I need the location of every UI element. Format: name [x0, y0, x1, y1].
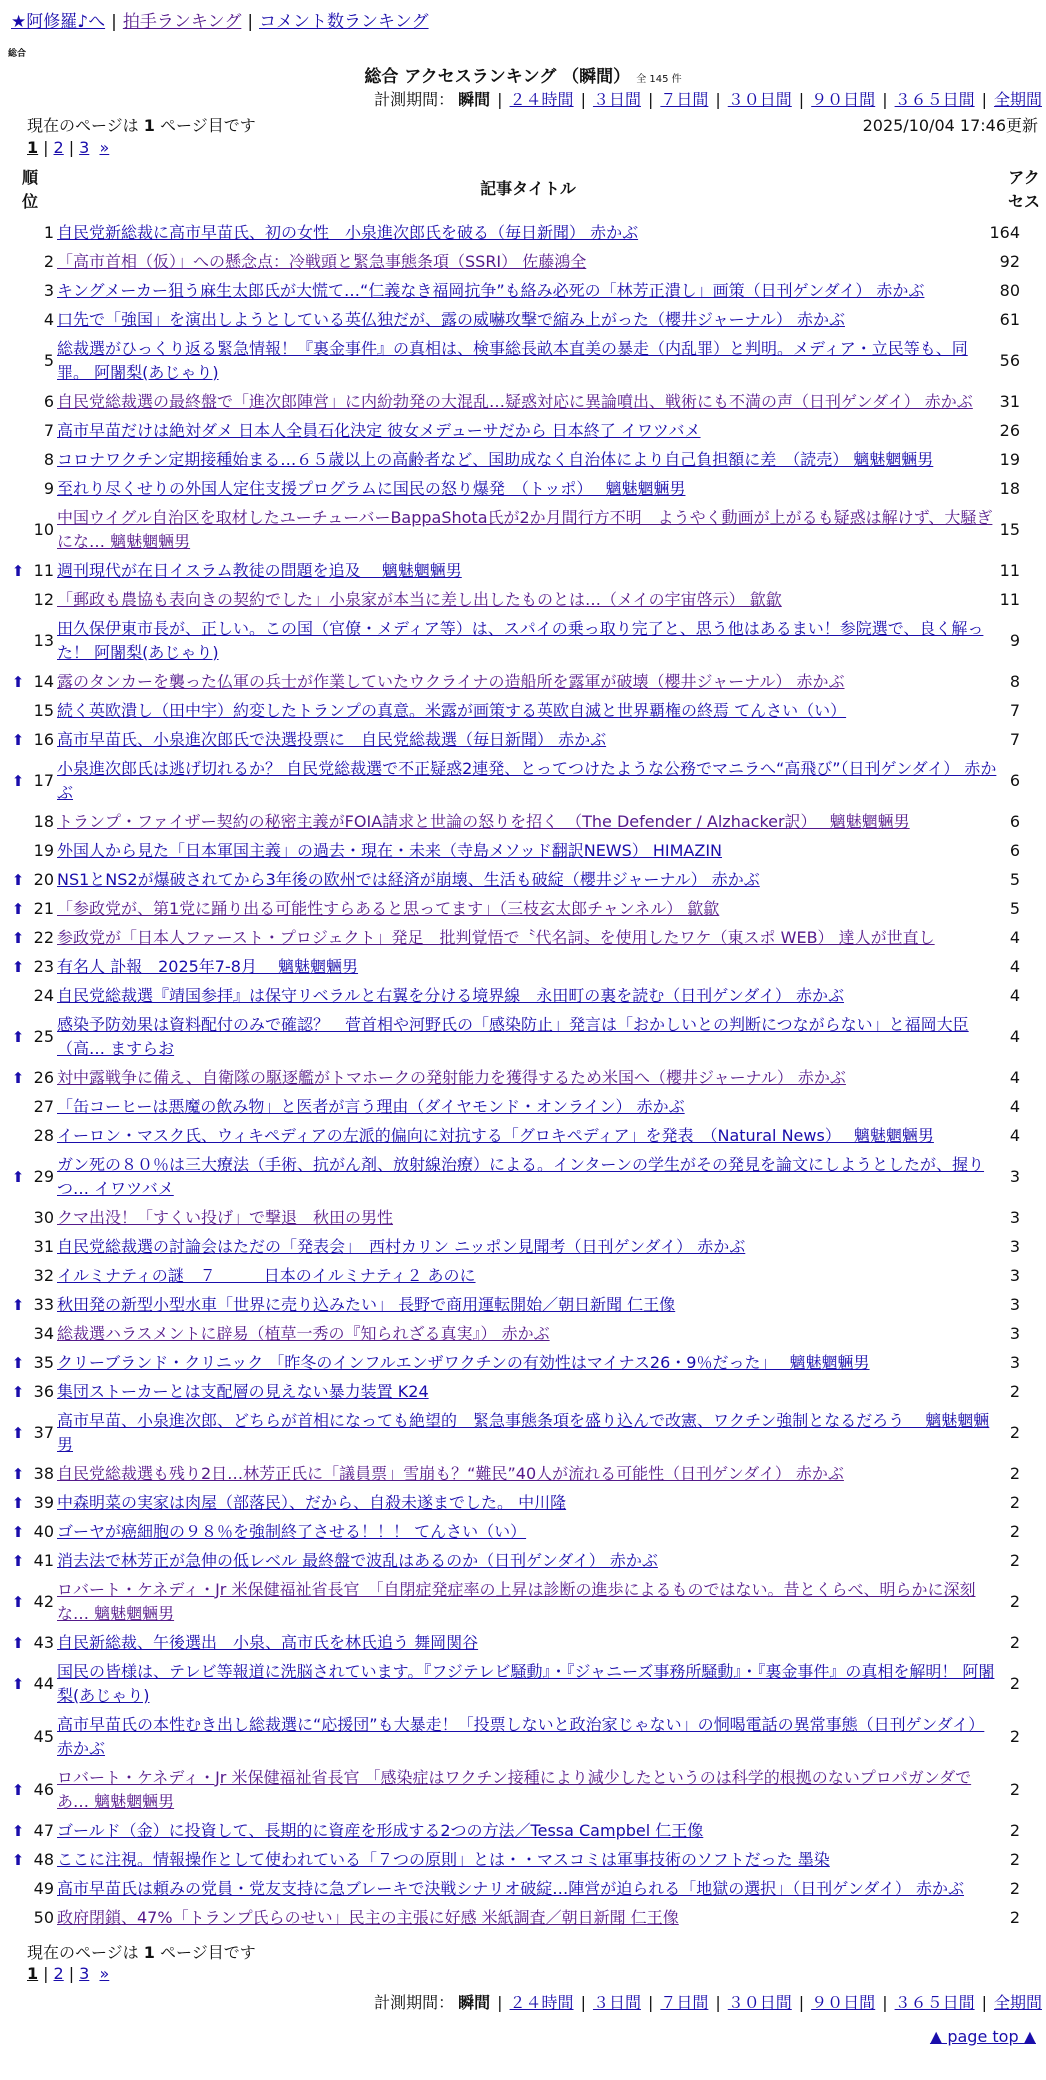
table-row — [0, 667, 1046, 696]
rank-number: 14 — [33, 672, 54, 691]
rank-number: 48 — [33, 1850, 54, 1869]
access-count: 4 — [1009, 1027, 1020, 1046]
access-count: 2 — [1009, 1850, 1020, 1869]
article-title-link[interactable]: 「郵政も農協も表向きの契約でした」小泉家が本当に差し出したものとは…（メイの宇宙啓示） 歙歙 — [57, 589, 782, 609]
access-count: 2 — [1009, 1551, 1020, 1570]
access-count: 8 — [1009, 672, 1020, 691]
table-row — [0, 1546, 1046, 1575]
rank-number: 38 — [33, 1464, 54, 1483]
rank-up-arrow-icon: ⬆ — [11, 1382, 25, 1401]
article-title-link[interactable]: 至れり尽くせりの外国人定住支援プログラムに国民の怒り爆発 （トッポ） 魑魅魍魎男 — [57, 478, 686, 498]
rank-number: 29 — [33, 1167, 54, 1186]
rank-up-arrow-icon: ⬆ — [11, 870, 25, 889]
rank-up-arrow-icon: ⬆ — [11, 561, 25, 580]
rank-up-arrow-icon: ⬆ — [11, 771, 25, 790]
table-row — [0, 1150, 1046, 1203]
access-count: 2 — [1009, 1908, 1020, 1927]
table-row — [0, 305, 1046, 334]
page-info-prefix: 現在のページは — [27, 1943, 139, 1962]
period-current: 瞬間 — [458, 90, 491, 109]
table-row — [0, 474, 1046, 503]
column-header-title: 記事タイトル — [480, 179, 576, 198]
nav-separator: | — [247, 12, 254, 32]
table-row — [0, 952, 1046, 981]
access-count: 2 — [1009, 1423, 1020, 1442]
article-title-link[interactable]: 自民党総裁選の最終盤で「進次郎陣営」に内紛勃発の大混乱…疑惑対応に異論噴出、戦術にも不満の声（日刊ゲンダイ） 赤かぶ — [57, 391, 973, 411]
article-title-link[interactable]: ガン死の８０％は三大療法（手術、抗がん剤、放射線治療）による。インターンの学生がその発見を論文にしようとしたが、握りつ… イワツバメ — [57, 1154, 985, 1198]
table-row — [0, 218, 1046, 247]
article-title-link[interactable]: 田久保伊東市長が、正しい。この国（官僚・メディア等）は、スパイの乗っ取り完了と、思う他はあるまい！参院選で、良く解った！ 阿闍梨(あじゃり) — [57, 618, 984, 662]
rank-number: 3 — [43, 281, 54, 300]
table-row — [0, 1628, 1046, 1657]
rank-number: 42 — [33, 1592, 54, 1611]
article-title-link[interactable]: 集団ストーカーとは支配層の見えない暴力装置 K24 — [57, 1381, 429, 1401]
article-title-link[interactable]: 自民党総裁選『靖国参拝』は保守リベラルと右翼を分ける境界線 永田町の裏を読む（日刊ゲンダイ） 赤かぶ — [57, 985, 845, 1005]
table-row — [0, 1319, 1046, 1348]
table-row — [0, 1092, 1046, 1121]
table-row — [0, 1657, 1046, 1710]
table-row — [0, 754, 1046, 807]
pager-page-2[interactable]: 2 — [53, 1964, 64, 1983]
article-title-link[interactable]: トランプ・ファイザー契約の秘密主義がFOIA請求と世論の怒りを招く （The Defender / Alzhacker訳） 魑魅魍魎男 — [57, 811, 910, 831]
rank-up-arrow-icon: ⬆ — [11, 730, 25, 749]
access-count: 11 — [999, 561, 1020, 580]
table-row — [0, 807, 1046, 836]
rank-number: 40 — [33, 1522, 54, 1541]
access-count: 6 — [1009, 812, 1020, 831]
article-title-link[interactable]: 「缶コーヒーは悪魔の飲み物」と医者が言う理由（ダイヤモンド・オンライン） 赤かぶ — [57, 1096, 685, 1116]
access-count: 92 — [999, 252, 1020, 271]
table-row — [0, 416, 1046, 445]
rank-number: 36 — [33, 1382, 54, 1401]
article-title-link[interactable]: 自民党新総裁に高市早苗氏、初の女性 小泉進次郎氏を破る（毎日新聞） 赤かぶ — [57, 222, 639, 242]
article-title-link[interactable]: 中森明菜の実家は肉屋（部落民）、だから、自殺未遂までした。 中川隆 — [57, 1492, 567, 1512]
article-title-link[interactable]: ゴーヤが癌細胞の９８％を強制終了させる！！！ てんさい（い） — [57, 1521, 527, 1541]
access-count: 3 — [1009, 1237, 1020, 1256]
article-title-link[interactable]: 口先で「強国」を演出しようとしている英仏独だが、露の威嚇攻撃で縮み上がった（櫻井ジャーナル） 赤かぶ — [57, 309, 845, 329]
article-title-link[interactable]: 外国人から見た「日本軍国主義」の過去・現在・未来（寺島メソッド翻訳NEWS） HIMAZIN — [57, 840, 723, 860]
table-row — [0, 696, 1046, 725]
table-row — [0, 247, 1046, 276]
access-count: 3 — [1009, 1167, 1020, 1186]
access-count: 56 — [999, 351, 1020, 370]
table-row — [0, 387, 1046, 416]
article-title-link[interactable]: 高市早苗、小泉進次郎、どちらが首相になっても絶望的 緊急事態条項を盛り込んで改憲、ワクチン強制となるだろう 魑魅魍魎男 — [57, 1410, 990, 1454]
rank-number: 45 — [33, 1727, 54, 1746]
table-row — [0, 556, 1046, 585]
rank-up-arrow-icon: ⬆ — [11, 1068, 25, 1087]
article-title-link[interactable]: 「参政党が、第1党に踊り出る可能性すらあると思ってます」（三枝玄太郎チャンネル） 歙歙 — [57, 898, 720, 918]
access-count: 3 — [1009, 1295, 1020, 1314]
column-header-access: アクセス — [1007, 168, 1040, 211]
article-title-link[interactable]: 自民新総裁、午後選出 小泉、高市氏を林氏追う 舞岡関谷 — [57, 1632, 479, 1652]
article-title-link[interactable]: 総裁選がひっくり返る緊急情報！『裏金事件』の真相は、検事総長畝本直美の暴走（内乱罪）と判明。メディア・立民等も、同罪。 阿闍梨(あじゃり) — [57, 338, 968, 382]
access-count: 15 — [999, 520, 1020, 539]
table-row — [0, 1459, 1046, 1488]
article-title-link[interactable]: 高市早苗だけは絶対ダメ 日本人全員石化決定 彼女メデューサだから 日本終了 イワツバメ — [57, 420, 701, 440]
rank-number: 31 — [33, 1237, 54, 1256]
article-title-link[interactable]: 高市早苗氏は頼みの党員・党友支持に急ブレーキで決戦シナリオ破綻…陣営が迫られる「地獄の選択」（日刊ゲンダイ） 赤かぶ — [57, 1878, 965, 1898]
access-count: 4 — [1009, 986, 1020, 1005]
rank-number: 9 — [43, 479, 54, 498]
period-selector-bottom: 計測期間： 瞬間 | ２４時間 | ３日間 | ７日間 | ３０日間 | ９０日間 | ３６５日間 | 全期間 — [374, 1993, 1042, 2012]
total-count: 全 145 件 — [636, 74, 682, 85]
pager-page-3[interactable]: 3 — [79, 1964, 90, 1983]
rank-number: 41 — [33, 1551, 54, 1570]
article-title-link[interactable]: 週刊現代が在日イスラム教徒の問題を追及 魑魅魍魎男 — [57, 560, 462, 580]
rank-up-arrow-icon: ⬆ — [11, 1850, 25, 1869]
rank-number: 10 — [33, 520, 54, 539]
rank-number: 30 — [33, 1208, 54, 1227]
article-title-link[interactable]: 露のタンカーを襲った仏軍の兵士が作業していたウクライナの造船所を露軍が破壊（櫻井ジャーナル） 赤かぶ — [57, 671, 845, 691]
article-title-link[interactable]: イルミナティの謎 ７ 日本のイルミナティ２ あのに — [57, 1265, 476, 1285]
access-count: 3 — [1009, 1266, 1020, 1285]
page-info-prefix: 現在のページは — [27, 116, 139, 135]
rank-number: 50 — [33, 1908, 54, 1927]
access-count: 18 — [999, 479, 1020, 498]
page-top-link[interactable]: ▲ page top ▲ — [929, 2027, 1036, 2046]
access-count: 5 — [1009, 870, 1020, 889]
rank-up-arrow-icon: ⬆ — [11, 1295, 25, 1314]
rank-up-arrow-icon: ⬆ — [11, 1027, 25, 1046]
page-info-top — [27, 113, 256, 136]
table-row — [0, 334, 1046, 387]
access-count: 19 — [999, 450, 1020, 469]
rank-up-arrow-icon: ⬆ — [11, 1353, 25, 1372]
access-count: 6 — [1009, 841, 1020, 860]
access-count: 2 — [1009, 1879, 1020, 1898]
access-count: 2 — [1009, 1592, 1020, 1611]
table-row — [0, 1763, 1046, 1816]
table-row — [0, 981, 1046, 1010]
rank-number: 22 — [33, 928, 54, 947]
rank-number: 8 — [43, 450, 54, 469]
article-title-link[interactable]: 高市早苗氏、小泉進次郎氏で決選投票に 自民党総裁選（毎日新聞） 赤かぶ — [57, 729, 607, 749]
table-row — [0, 1121, 1046, 1150]
rank-up-arrow-icon: ⬆ — [11, 1821, 25, 1840]
rank-number: 27 — [33, 1097, 54, 1116]
rank-number: 26 — [33, 1068, 54, 1087]
table-row — [0, 1010, 1046, 1063]
access-count: 9 — [1009, 631, 1020, 650]
access-count: 7 — [1009, 701, 1020, 720]
access-count: 4 — [1009, 928, 1020, 947]
page-info-bottom — [27, 1940, 256, 1963]
rank-number: 39 — [33, 1493, 54, 1512]
table-row — [0, 1710, 1046, 1763]
period-link-90d[interactable]: ９０日間 — [811, 90, 876, 109]
table-row — [0, 1348, 1046, 1377]
article-title-link[interactable]: 中国ウイグル自治区を取材したユーチューバーBappaShota氏が2か月間行方不明 ようやく動画が上がるも疑惑は解けず、大騒ぎにな… 魑魅魍魎男 — [57, 507, 993, 551]
access-count: 4 — [1009, 1126, 1020, 1145]
rank-number: 35 — [33, 1353, 54, 1372]
access-count: 80 — [999, 281, 1020, 300]
rank-up-arrow-icon: ⬆ — [11, 672, 25, 691]
page-title-text: 総合 アクセスランキング （瞬間） — [364, 67, 631, 87]
article-title-link[interactable]: NS1とNS2が爆破されてから3年後の欧州では経済が崩壊、生活も破綻（櫻井ジャーナル） 赤かぶ — [57, 869, 760, 889]
table-row — [0, 1063, 1046, 1092]
rank-up-arrow-icon: ⬆ — [11, 1423, 25, 1442]
article-title-link[interactable]: クマ出没！「すくい投げ」で撃退 秋田の男性 — [57, 1207, 394, 1227]
rank-number: 44 — [33, 1674, 54, 1693]
access-count: 2 — [1009, 1382, 1020, 1401]
rank-number: 32 — [33, 1266, 54, 1285]
period-link-7d[interactable]: ７日間 — [660, 90, 709, 109]
period-link-30d[interactable]: ３０日間 — [727, 1993, 792, 2012]
pager-next[interactable]: » — [99, 138, 110, 157]
page-info-suffix: ページ目です — [160, 116, 256, 135]
table-row — [0, 276, 1046, 305]
rank-number: 12 — [33, 590, 54, 609]
rank-up-arrow-icon: ⬆ — [11, 928, 25, 947]
period-link-365d[interactable]: ３６５日間 — [894, 90, 975, 109]
article-title-link[interactable]: ロバート・ケネディ・Jr 米保健福祉省長官 「自閉症発症率の上昇は診断の進歩によるものではない。昔とくらべ、明らかに深刻な… 魑魅魍魎男 — [57, 1579, 976, 1623]
rank-number: 46 — [33, 1780, 54, 1799]
period-link-90d[interactable]: ９０日間 — [811, 1993, 876, 2012]
article-title-link[interactable]: 有名人 訃報 2025年7-8月 魑魅魍魎男 — [57, 956, 359, 976]
table-row — [0, 725, 1046, 754]
access-count: 7 — [1009, 730, 1020, 749]
table-row — [0, 585, 1046, 614]
rank-number: 4 — [43, 310, 54, 329]
access-count: 164 — [989, 223, 1020, 242]
article-title-link[interactable]: 高市早苗氏の本性むき出し総裁選に“応援団”も大暴走！「投票しないと政治家じゃない」の恫喝電話の異常事態（日刊ゲンダイ） 赤かぶ — [57, 1714, 985, 1758]
article-title-link[interactable]: 総裁選ハラスメントに辟易（植草一秀の『知られざる真実』） 赤かぶ — [57, 1323, 550, 1343]
updated-timestamp: 2025/10/04 17:46更新 — [862, 116, 1038, 135]
period-current: 瞬間 — [458, 1993, 491, 2012]
rank-number: 34 — [33, 1324, 54, 1343]
table-row — [0, 1406, 1046, 1459]
rank-number: 23 — [33, 957, 54, 976]
article-title-link[interactable]: ここに注視。情報操作として使われている「７つの原則」とは・・マスコミは軍事技術のソフトだった 墨染 — [57, 1849, 830, 1869]
table-row — [0, 1261, 1046, 1290]
article-title-link[interactable]: 自民党総裁選の討論会はただの「発表会」 西村カリン ニッポン見聞考（日刊ゲンダイ） 赤かぶ — [57, 1236, 746, 1256]
page-info-suffix: ページ目です — [160, 1943, 256, 1962]
rank-up-arrow-icon: ⬆ — [11, 1592, 25, 1611]
article-title-link[interactable]: 自民党総裁選も残り2日…林芳正氏に「議員票」雪崩も？“難民”40人が流れる可能性（日刊ゲンダイ） 赤かぶ — [57, 1463, 844, 1483]
table-row — [0, 1517, 1046, 1546]
home-link[interactable]: ★阿修羅♪へ — [11, 12, 106, 32]
access-count: 3 — [1009, 1353, 1020, 1372]
rank-number: 16 — [33, 730, 54, 749]
pager-bottom: 1 | 2 | 3 » — [27, 1964, 110, 1983]
rank-number: 2 — [43, 252, 54, 271]
rank-number: 17 — [33, 771, 54, 790]
page-info-number: 1 — [143, 1943, 155, 1962]
nav-separator: | — [111, 12, 117, 32]
access-count: 2 — [1009, 1493, 1020, 1512]
rank-number: 6 — [43, 392, 54, 411]
rank-number: 33 — [33, 1295, 54, 1314]
table-row — [0, 1874, 1046, 1903]
table-row — [0, 1488, 1046, 1517]
rank-up-arrow-icon: ⬆ — [11, 1551, 25, 1570]
article-title-link[interactable]: ロバート・ケネディ・Jr 米保健福祉省長官 「感染症はワクチン接種により減少したというのは科学的根拠のないプロパガンダであ… 魑魅魍魎男 — [57, 1767, 972, 1811]
article-title-link[interactable]: ゴールド（金）に投資して、長期的に資産を形成する2つの方法／Tessa Campbel 仁王像 — [57, 1820, 704, 1840]
table-row — [0, 1575, 1046, 1628]
period-link-30d[interactable]: ３０日間 — [727, 90, 792, 109]
table-row — [0, 1816, 1046, 1845]
table-row — [0, 1377, 1046, 1406]
page-title — [0, 62, 1046, 87]
pager-top: 1 | 2 | 3 » — [27, 138, 110, 157]
table-row — [0, 836, 1046, 865]
article-title-link[interactable]: クリーブランド・クリニック 「昨冬のインフルエンザワクチンの有効性はマイナス26・9％だった」 魑魅魍魎男 — [57, 1352, 870, 1372]
pager-current: 1 — [27, 138, 39, 157]
article-title-link[interactable]: 「高市首相（仮）」への懸念点：冷戦頭と緊急事態条項（SSRI） 佐藤鴻全 — [57, 251, 587, 271]
rank-number: 24 — [33, 986, 54, 1005]
pager-page-3[interactable]: 3 — [79, 138, 90, 157]
rank-up-arrow-icon: ⬆ — [11, 1167, 25, 1186]
table-row — [0, 923, 1046, 952]
access-count: 2 — [1009, 1633, 1020, 1652]
access-count: 31 — [999, 392, 1020, 411]
access-count: 3 — [1009, 1324, 1020, 1343]
access-count: 2 — [1009, 1464, 1020, 1483]
article-title-link[interactable]: 続く英欧潰し（田中宇）約変したトランプの真意。米露が画策する英欧自滅と世界覇権の終焉 てんさい（い） — [57, 700, 847, 720]
rank-number: 18 — [33, 812, 54, 831]
rank-up-arrow-icon: ⬆ — [11, 1633, 25, 1652]
table-row — [0, 894, 1046, 923]
pager-current: 1 — [27, 1964, 39, 1983]
rank-number: 43 — [33, 1633, 54, 1652]
access-count: 2 — [1009, 1522, 1020, 1541]
table-row — [0, 1203, 1046, 1232]
period-label: 計測期間： — [374, 1993, 455, 2012]
rank-up-arrow-icon: ⬆ — [11, 1522, 25, 1541]
top-nav — [11, 10, 429, 34]
article-title-link[interactable]: 消去法で林芳正が急伸の低レベル 最終盤で波乱はあるのか（日刊ゲンダイ） 赤かぶ — [57, 1550, 658, 1570]
rank-up-arrow-icon: ⬆ — [11, 957, 25, 976]
access-count: 61 — [999, 310, 1020, 329]
rank-number: 5 — [43, 351, 54, 370]
page-info-number: 1 — [143, 116, 155, 135]
access-count: 4 — [1009, 1097, 1020, 1116]
access-count: 2 — [1009, 1821, 1020, 1840]
period-selector-top: 計測期間： 瞬間 | ２４時間 | ３日間 | ７日間 | ３０日間 | ９０日間 | ３６５日間 | 全期間 — [374, 90, 1042, 109]
rank-number: 15 — [33, 701, 54, 720]
article-title-link[interactable]: キングメーカー狙う麻生太郎氏が大慌て…“仁義なき福岡抗争”も絡み必死の「林芳正潰し」画策（日刊ゲンダイ） 赤かぶ — [57, 280, 925, 300]
clap-ranking-link[interactable]: 拍手ランキング — [122, 12, 242, 32]
access-count: 5 — [1009, 899, 1020, 918]
rank-up-arrow-icon: ⬆ — [11, 1674, 25, 1693]
access-count: 26 — [999, 421, 1020, 440]
article-title-link[interactable]: 政府閉鎖、47%「トランプ氏らのせい」民主の主張に好感 米紙調査／朝日新聞 仁王像 — [57, 1907, 679, 1927]
period-link-24h[interactable]: ２４時間 — [509, 1993, 574, 2012]
rank-up-arrow-icon: ⬆ — [11, 1464, 25, 1483]
access-count: 2 — [1009, 1727, 1020, 1746]
comment-ranking-link[interactable]: コメント数ランキング — [259, 12, 429, 32]
access-count: 6 — [1009, 771, 1020, 790]
rank-number: 7 — [43, 421, 54, 440]
table-row — [0, 1903, 1046, 1932]
rank-number: 28 — [33, 1126, 54, 1145]
table-row — [0, 1232, 1046, 1261]
period-link-3d[interactable]: ３日間 — [592, 1993, 641, 2012]
access-count: 2 — [1009, 1674, 1020, 1693]
rank-number: 11 — [33, 561, 54, 580]
article-title-link[interactable]: コロナワクチン定期接種始まる…６５歳以上の高齢者など、国助成なく自治体により自己負担額に差 （読売） 魑魅魍魎男 — [57, 449, 934, 469]
rank-number: 19 — [33, 841, 54, 860]
period-link-3d[interactable]: ３日間 — [592, 90, 641, 109]
period-link-all[interactable]: 全期間 — [993, 90, 1042, 109]
table-row — [0, 865, 1046, 894]
access-count: 3 — [1009, 1208, 1020, 1227]
rank-number: 37 — [33, 1423, 54, 1442]
column-header-rank: 順位 — [22, 168, 39, 211]
access-count: 11 — [999, 590, 1020, 609]
access-count: 2 — [1009, 1780, 1020, 1799]
rank-number: 47 — [33, 1821, 54, 1840]
article-title-link[interactable]: 参政党が「日本人ファースト・プロジェクト」発足 批判覚悟で〝代名詞〟を使用したワケ（東スポ WEB） 達人が世直し — [57, 927, 935, 947]
table-row — [0, 1290, 1046, 1319]
rank-number: 49 — [33, 1879, 54, 1898]
rank-up-arrow-icon: ⬆ — [11, 1780, 25, 1799]
period-link-all[interactable]: 全期間 — [993, 1993, 1042, 2012]
article-title-link[interactable]: 秋田発の新型小型水車「世界に売り込みたい」 長野で商用運転開始／朝日新聞 仁王像 — [57, 1294, 676, 1314]
rank-number: 20 — [33, 870, 54, 889]
period-link-7d[interactable]: ７日間 — [660, 1993, 709, 2012]
rank-number: 1 — [43, 223, 54, 242]
period-link-365d[interactable]: ３６５日間 — [894, 1993, 975, 2012]
period-label: 計測期間： — [374, 90, 455, 109]
article-title-link[interactable]: 小泉進次郎氏は逃げ切れるか？ 自民党総裁選で不正疑惑2連発、とってつけたような公務でマニラへ“高飛び”（日刊ゲンダイ） 赤かぶ — [57, 758, 997, 802]
rank-number: 21 — [33, 899, 54, 918]
article-title-link[interactable]: 対中露戦争に備え、自衛隊の駆逐艦がトマホークの発射能力を獲得するため米国へ（櫻井ジャーナル） 赤かぶ — [57, 1067, 846, 1087]
rank-number: 25 — [33, 1027, 54, 1046]
article-title-link[interactable]: 国民の皆様は、テレビ等報道に洗脳されています。『フジテレビ騒動』・『ジャニーズ事務所騒動』・『裏金事件』の真相を解明！ 阿闍梨(あじゃり) — [57, 1661, 995, 1705]
access-count: 4 — [1009, 957, 1020, 976]
table-row — [0, 1845, 1046, 1874]
table-row — [0, 503, 1046, 556]
rank-up-arrow-icon: ⬆ — [11, 1493, 25, 1512]
period-link-24h[interactable]: ２４時間 — [509, 90, 574, 109]
pager-page-2[interactable]: 2 — [53, 138, 64, 157]
article-title-link[interactable]: 感染予防効果は資料配付のみで確認？ 菅首相や河野氏の「感染防止」発言は「おかしいとの判断につながらない」と福岡大臣（高… ますらお — [57, 1014, 969, 1058]
table-row — [0, 445, 1046, 474]
access-count: 4 — [1009, 1068, 1020, 1087]
rank-number: 13 — [33, 631, 54, 650]
pager-next[interactable]: » — [99, 1964, 110, 1983]
rank-up-arrow-icon: ⬆ — [11, 899, 25, 918]
category-label: 総合 — [8, 49, 27, 59]
article-title-link[interactable]: イーロン・マスク氏、ウィキペディアの左派的偏向に対抗する「グロキペディア」を発表 （Natural News） 魑魅魍魎男 — [57, 1125, 934, 1145]
table-row — [0, 614, 1046, 667]
